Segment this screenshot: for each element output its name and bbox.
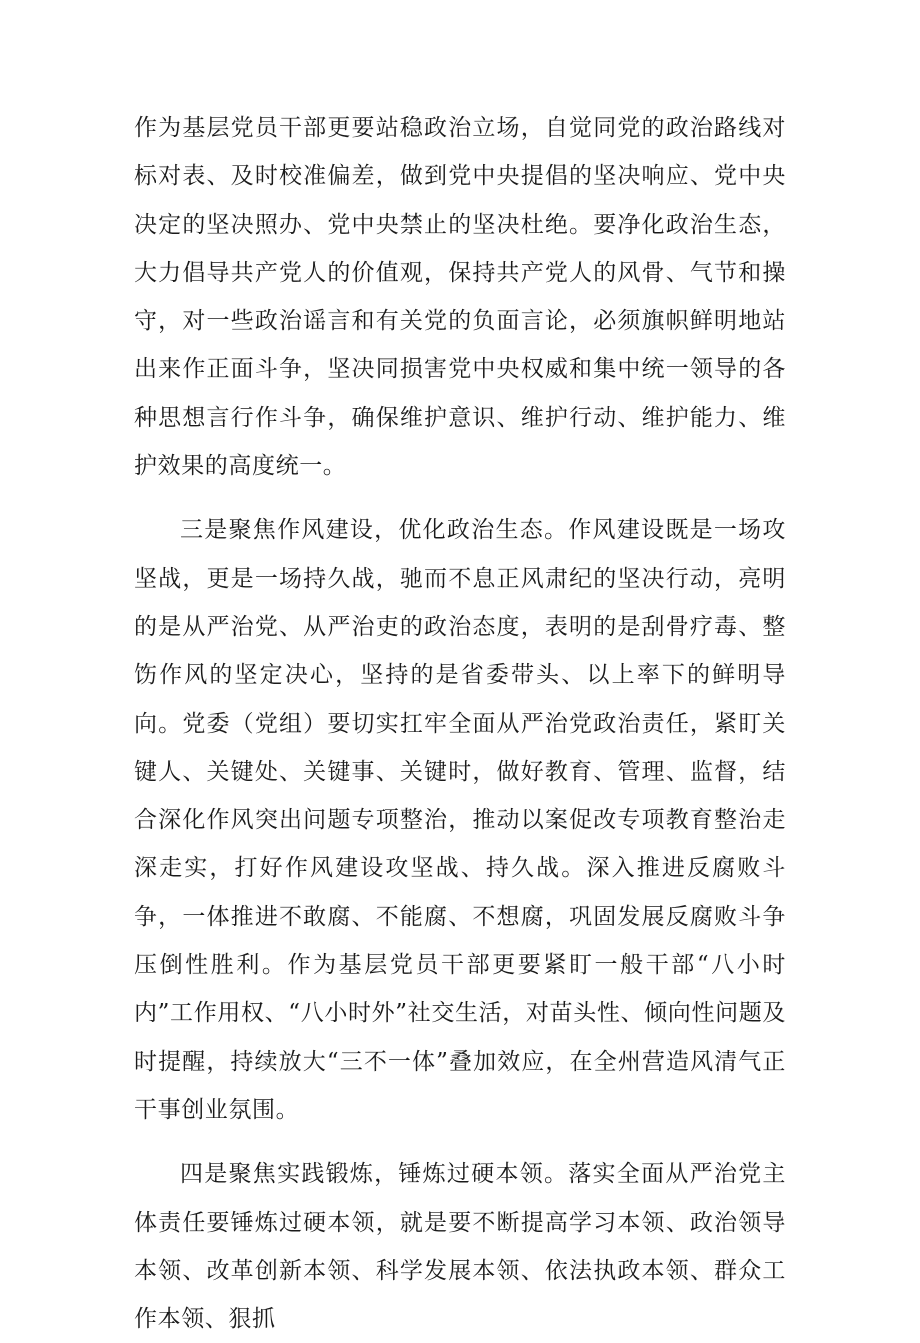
document-body (134, 104, 786, 1343)
paragraph-3: 四是聚焦实践锻炼，锤炼过硬本领。落实全面从严治党主体责任要锤炼过硬本领，就是要不断提高学习本领、政治领导本领、改革创新本领、科学发展本领、依法执政本领、群众工作本领、狠抓 (134, 1161, 786, 1333)
paragraph-1: 作为基层党员干部更要站稳政治立场，自觉同党的政治路线对标对表、及时校准偏差，做到党中央提倡的坚决响应、党中央决定的坚决照办、党中央禁止的坚决杜绝。要净化政治生态，大力倡导共产党人的价值观，保持共产党人的风骨、气节和操守，对一些政治谣言和有关党的负面言论，必须旗帜鲜明地站出来作正面斗争，坚决同损害党中央权威和集中统一领导的各种思想言行作斗争，确保维护意识、维护行动、维护能力、维护效果的高度统一。 (134, 115, 786, 480)
paragraph-2: 三是聚焦作风建设，优化政治生态。作风建设既是一场攻坚战，更是一场持久战，驰而不息正风肃纪的坚决行动，亮明的是从严治党、从严治吏的政治态度，表明的是刮骨疗毒、整饬作风的坚定决心，坚持的是省委带头、以上率下的鲜明导向。党委（党组）要切实扛牢全面从严治党政治责任，紧盯关键人、关键处、关键事、关键时，做好教育、管理、监督，结合深化作风突出问题专项整治，推动以案促改专项教育整治走深走实，打好作风建设攻坚战、持久战。深入推进反腐败斗争，一体推进不敢腐、不能腐、不想腐，巩固发展反腐败斗争压倒性胜利。作为基层党员干部更要紧盯一般干部“八小时内”工作用权、“八小时外”社交生活，对苗头性、倾向性问题及时提醒，持续放大“三不一体”叠加效应，在全州营造风清气正干事创业氛围。 (134, 517, 786, 1123)
